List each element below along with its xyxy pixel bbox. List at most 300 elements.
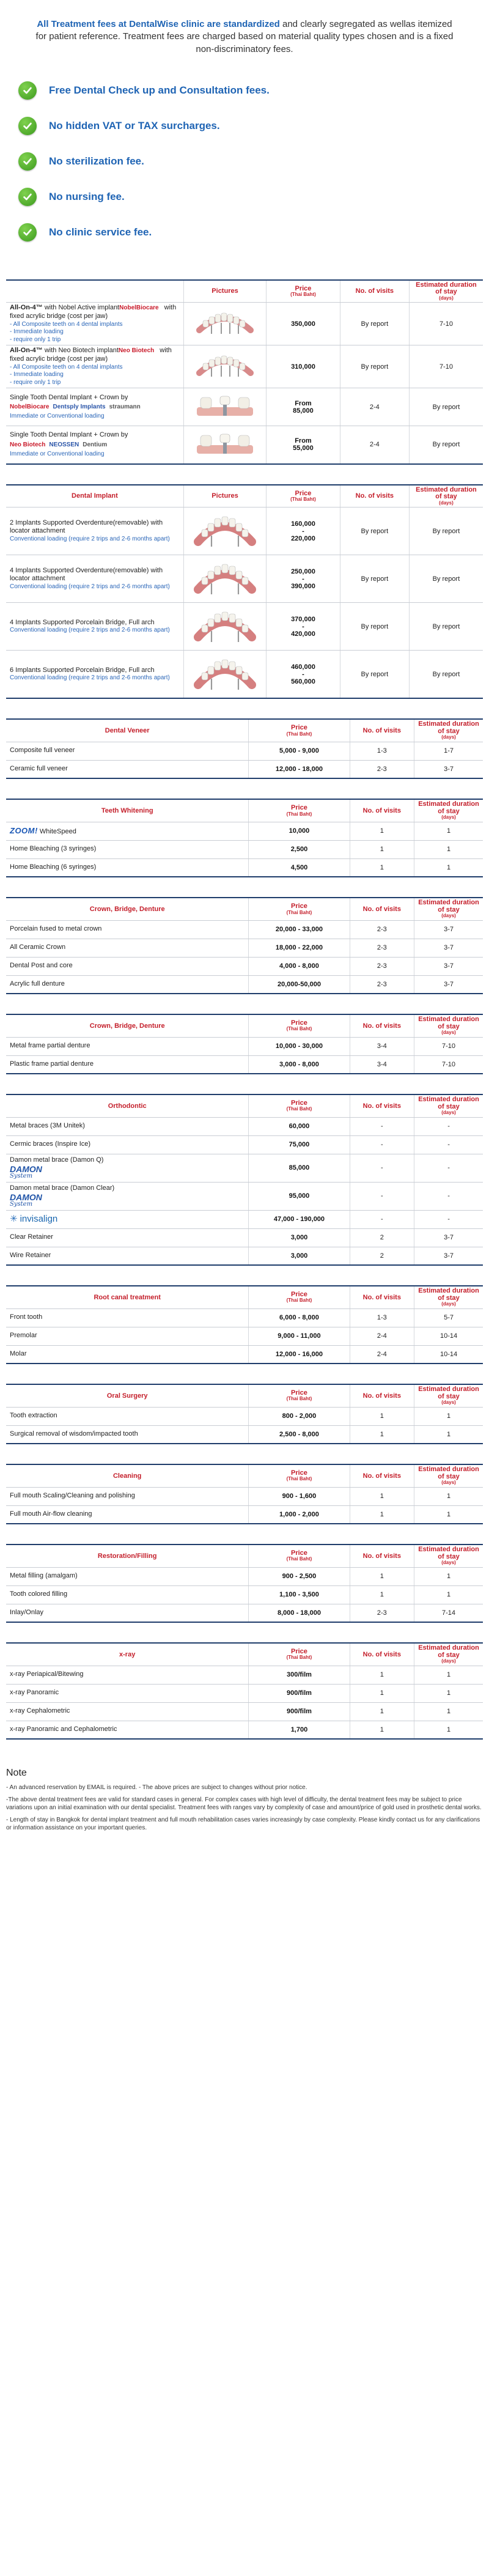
treatment-name: Molar (6, 1345, 249, 1364)
category-title: Teeth Whitening (6, 799, 249, 822)
loading-note: Conventional loading (require 2 trips and 2-6 months apart) (10, 583, 170, 591)
price-range (267, 651, 340, 699)
treatment-name: x-ray Panoramic (6, 1684, 249, 1702)
duration-value: 7-10 (409, 303, 483, 345)
duration-value: 1 (414, 822, 483, 840)
price-table (6, 1014, 483, 1074)
duration-value: - (414, 1210, 483, 1228)
check-circle-icon (18, 188, 37, 206)
visits-value: 2-3 (350, 939, 414, 957)
treatment-name: Plastic frame partial denture (6, 1055, 249, 1074)
duration-value: By report (409, 651, 483, 699)
price-table (6, 799, 483, 877)
duration-unit: (days) (439, 295, 454, 301)
price-value (267, 426, 340, 464)
table-header-row (6, 1094, 483, 1117)
visits-value: 2-3 (350, 975, 414, 994)
treatment-name: All Ceramic Crown (6, 939, 249, 957)
table-row (6, 555, 483, 603)
table-row (6, 1666, 483, 1684)
duration-value: - (414, 1154, 483, 1182)
treatment-description (6, 388, 183, 426)
price-separator: - (302, 575, 304, 583)
visits-header: No. of visits (350, 1544, 414, 1567)
treatment-name: Home Bleaching (6 syringes) (6, 858, 249, 877)
treatment-description (6, 651, 183, 699)
spacer (6, 1364, 483, 1384)
table-row (6, 651, 483, 699)
spacer (6, 1740, 483, 1759)
price-value: 75,000 (249, 1135, 350, 1154)
intro-paragraph (0, 0, 489, 56)
duration-value: 3-7 (414, 939, 483, 957)
treatment-name: x-ray Cephalometric (6, 1702, 249, 1721)
duration-header: Estimated duration of stay (days) (414, 898, 483, 920)
duration-value: 1 (414, 840, 483, 858)
duration-value: 3-7 (414, 1228, 483, 1247)
duration-header: Estimated duration of stay (days) (414, 1544, 483, 1567)
price-value: 10,000 (249, 822, 350, 840)
table-header-row (6, 799, 483, 822)
price-value: 18,000 - 22,000 (249, 939, 350, 957)
table-row (6, 920, 483, 939)
duration-unit: (days) (441, 1480, 456, 1486)
table-row (6, 1604, 483, 1622)
price-header: Price (Thai Baht) (249, 719, 350, 742)
price-header: Price (Thai Baht) (249, 1014, 350, 1037)
table-header-row (6, 1643, 483, 1666)
price-value: 9,000 - 11,000 (249, 1327, 350, 1345)
price-value: 4,000 - 8,000 (249, 957, 350, 975)
duration-value: 1 (414, 1666, 483, 1684)
table-header-row (6, 1014, 483, 1037)
benefit-item (18, 108, 489, 144)
implant-brand-logo: Neo Biotech (118, 347, 155, 355)
duration-header: Estimated duration of stay (days) (414, 719, 483, 742)
treatment-description (6, 555, 183, 603)
duration-value: 10-14 (414, 1327, 483, 1345)
duration-value: 1 (414, 1721, 483, 1739)
loading-note: Conventional loading (require 2 trips and 2-6 months apart) (10, 536, 170, 543)
duration-value: By report (409, 507, 483, 555)
duration-header: Estimated duration of stay (days) (409, 485, 483, 507)
price-value: 900/film (249, 1684, 350, 1702)
category-title (6, 280, 183, 303)
table-row (6, 345, 483, 388)
treatment-name: Ceramic full veneer (6, 760, 249, 778)
loading-note: Conventional loading (require 2 trips and 2-6 months apart) (10, 674, 170, 682)
spacer (6, 1074, 483, 1094)
price-value: 5,000 - 9,000 (249, 742, 350, 760)
duration-header: Estimated duration of stay (days) (414, 1643, 483, 1666)
treatment-title: Single Tooth Dental Implant + Crown by (10, 393, 128, 401)
duration-unit: (days) (441, 1658, 456, 1664)
visits-header: No. of visits (350, 1384, 414, 1407)
treatment-name: Wire Retainer (6, 1247, 249, 1265)
duration-unit: (days) (441, 1301, 456, 1307)
price-value: 60,000 (249, 1117, 350, 1135)
treatment-picture (183, 555, 266, 603)
price-value: 800 - 2,000 (249, 1407, 350, 1425)
price-unit: (Thai Baht) (286, 1106, 312, 1112)
duration-value: 7-10 (414, 1037, 483, 1055)
package-note: - All Composite teeth on 4 dental implants (10, 363, 123, 371)
duration-value: 7-10 (409, 345, 483, 388)
spacer (6, 779, 483, 799)
spacer (6, 1266, 483, 1285)
visits-header: No. of visits (350, 898, 414, 920)
visits-value: - (350, 1210, 414, 1228)
treatment-description (6, 603, 183, 651)
table-row (6, 1037, 483, 1055)
duration-header: Estimated duration of stay (days) (409, 280, 483, 303)
visits-header: No. of visits (350, 799, 414, 822)
price-unit: (Thai Baht) (286, 811, 312, 817)
table-row (6, 975, 483, 994)
price-from: 160,000 (291, 520, 315, 528)
visits-value: 2-4 (350, 1327, 414, 1345)
treatment-name: x-ray Periapical/Bitewing (6, 1666, 249, 1684)
price-range (267, 507, 340, 555)
treatment-description (6, 426, 183, 464)
visits-value: By report (340, 651, 409, 699)
treatment-name: Porcelain fused to metal crown (6, 920, 249, 939)
price-amount: 55,000 (293, 445, 314, 452)
price-unit: (Thai Baht) (286, 731, 312, 737)
visits-value: By report (340, 603, 409, 651)
duration-value: 10-14 (414, 1345, 483, 1364)
price-header: Price (Thai Baht) (249, 1544, 350, 1567)
price-value: 95,000 (249, 1182, 350, 1210)
visits-value: 2-3 (350, 957, 414, 975)
loading-note: Immediate or Conventional loading (10, 450, 105, 457)
treatment-picture (183, 603, 266, 651)
check-circle-icon (18, 152, 37, 171)
price-unit: (Thai Baht) (286, 1556, 312, 1562)
table-row (6, 822, 483, 840)
table-row (6, 1585, 483, 1604)
package-note: - require only 1 trip (10, 378, 61, 386)
price-tables (0, 279, 489, 1759)
visits-value: 1 (350, 1666, 414, 1684)
table-row (6, 507, 483, 555)
table-row (6, 1228, 483, 1247)
table-row (6, 1505, 483, 1524)
price-unit: (Thai Baht) (290, 496, 316, 503)
treatment-title: Damon metal brace (Damon Q) (10, 1156, 104, 1164)
package-name: All-On-4™ (10, 347, 43, 355)
treatment-name: ZOOM! WhiteSpeed (6, 822, 249, 840)
price-unit: (Thai Baht) (286, 1476, 312, 1482)
visits-header: No. of visits (350, 1094, 414, 1117)
treatment-name: Acrylic full denture (6, 975, 249, 994)
treatment-name (6, 1210, 249, 1228)
intro-highlight: All Treatment fees at DentalWise clinic are standardized (37, 19, 280, 29)
note-line: - An advanced reservation by EMAIL is required. - The above prices are subject to changes without prior notice. (6, 1784, 307, 1792)
duration-header: Estimated duration of stay (days) (414, 799, 483, 822)
visits-value: 1 (350, 1721, 414, 1739)
benefit-text: No nursing fee. (49, 190, 125, 202)
treatment-name: Inlay/Onlay (6, 1604, 249, 1622)
brand-logo: NobelBiocare (10, 404, 50, 411)
package-name: All-On-4™ (10, 304, 43, 312)
dental-implant-table (6, 484, 483, 699)
package-note: - require only 1 trip (10, 336, 61, 343)
visits-value: - (350, 1154, 414, 1182)
treatment-name: Metal filling (amalgam) (6, 1567, 249, 1585)
price-value: 900 - 1,600 (249, 1487, 350, 1505)
treatment-name: Dental Post and core (6, 957, 249, 975)
visits-value: 1 (350, 1567, 414, 1585)
visits-value: 2-4 (350, 1345, 414, 1364)
duration-value: 1 (414, 858, 483, 877)
duration-value: By report (409, 426, 483, 464)
price-header: Price (Thai Baht) (267, 485, 340, 507)
price-unit: (Thai Baht) (290, 292, 316, 298)
price-value: 900/film (249, 1702, 350, 1721)
table-row (6, 1327, 483, 1345)
treatment-title: 2 Implants Supported Overdenture(removable) with locator attachment (10, 519, 163, 535)
visits-value: 2-4 (340, 388, 409, 426)
treatment-title: Single Tooth Dental Implant + Crown by (10, 431, 128, 439)
duration-unit: (days) (441, 734, 456, 740)
price-value: 12,000 - 18,000 (249, 760, 350, 778)
price-header: Price (Thai Baht) (249, 799, 350, 822)
note-section (0, 1759, 489, 1848)
duration-value: 3-7 (414, 975, 483, 994)
treatment-title: 4 Implants Supported Porcelain Bridge, Full arch (10, 618, 155, 626)
price-value: 3,000 (249, 1247, 350, 1265)
visits-header: No. of visits (340, 280, 409, 303)
duration-value: 5-7 (414, 1308, 483, 1327)
table-row (6, 1182, 483, 1210)
duration-value: 1 (414, 1567, 483, 1585)
table-row (6, 1247, 483, 1265)
price-to: 560,000 (291, 677, 315, 685)
table-row (6, 840, 483, 858)
loading-note: Conventional loading (require 2 trips and 2-6 months apart) (10, 627, 170, 634)
visits-value: 1-3 (350, 742, 414, 760)
visits-value: 1 (350, 1684, 414, 1702)
price-value: 85,000 (249, 1154, 350, 1182)
duration-unit: (days) (441, 814, 456, 821)
price-prefix: From (295, 437, 312, 445)
table-header-row (6, 485, 483, 507)
visits-value: 3-4 (350, 1055, 414, 1074)
category-title: Crown, Bridge, Denture (6, 898, 249, 920)
table-header-row (6, 1544, 483, 1567)
price-unit: (Thai Baht) (286, 1297, 312, 1304)
table-row (6, 1425, 483, 1444)
visits-value: 3-4 (350, 1037, 414, 1055)
duration-value: 1 (414, 1505, 483, 1524)
price-value: 3,000 - 8,000 (249, 1055, 350, 1074)
duration-value: 1 (414, 1702, 483, 1721)
benefit-item (18, 144, 489, 179)
loading-note: Immediate or Conventional loading (10, 413, 105, 420)
visits-header: No. of visits (350, 719, 414, 742)
price-value: 310,000 (267, 345, 340, 388)
price-from: 460,000 (291, 663, 315, 671)
duration-unit: (days) (441, 1400, 456, 1406)
table-row (6, 939, 483, 957)
price-header: Price (Thai Baht) (267, 280, 340, 303)
price-separator: - (302, 622, 304, 630)
package-note: - Immediate loading (10, 371, 64, 378)
price-value: 47,000 - 190,000 (249, 1210, 350, 1228)
duration-header: Estimated duration of stay (days) (414, 1094, 483, 1117)
treatment-name (6, 1182, 249, 1210)
brand-logo: Dentium (83, 441, 108, 449)
price-unit: (Thai Baht) (286, 1655, 312, 1661)
table-row (6, 1308, 483, 1327)
duration-value: 3-7 (414, 1247, 483, 1265)
visits-value: 1 (350, 822, 414, 840)
note-line: - Length of stay in Bangkok for dental implant treatment and full mouth rehabilitation cases varies increasingly by case complexity. Please kindly contact us for any clarifications or information assistance on your important queries. (6, 1816, 480, 1832)
intro-text: and clearly segregated as wellas itemized for patient reference. Treatment fees are charged based on material quality types chosen and is a fixed non-discriminatory fees. (35, 19, 454, 54)
price-value: 2,500 - 8,000 (249, 1425, 350, 1444)
duration-value: By report (409, 603, 483, 651)
visits-value: 2-3 (350, 760, 414, 778)
table-row (6, 858, 483, 877)
visits-header: No. of visits (350, 1286, 414, 1308)
duration-value: 3-7 (414, 760, 483, 778)
table-row (6, 603, 483, 651)
treatment-picture (183, 388, 266, 426)
price-value: 3,000 (249, 1228, 350, 1247)
price-table (6, 718, 483, 779)
visits-value: - (350, 1135, 414, 1154)
price-amount: 85,000 (293, 407, 314, 415)
price-value: 20,000-50,000 (249, 975, 350, 994)
price-value: 1,000 - 2,000 (249, 1505, 350, 1524)
table-header-row (6, 1464, 483, 1487)
treatment-title: 4 Implants Supported Overdenture(removable) with locator attachment (10, 566, 163, 583)
treatment-picture (183, 303, 266, 345)
treatment-name: Premolar (6, 1327, 249, 1345)
spacer (6, 1444, 483, 1464)
table-row (6, 1210, 483, 1228)
treatment-title: 6 Implants Supported Porcelain Bridge, Full arch (10, 666, 155, 674)
visits-value: 1 (350, 1702, 414, 1721)
damon-logo: DAMON System (10, 1193, 244, 1208)
visits-value: - (350, 1182, 414, 1210)
duration-value: 1-7 (414, 742, 483, 760)
price-value: 10,000 - 30,000 (249, 1037, 350, 1055)
visits-header: No. of visits (350, 1464, 414, 1487)
package-note: - Immediate loading (10, 328, 64, 336)
visits-value: 2 (350, 1228, 414, 1247)
table-row (6, 957, 483, 975)
treatment-name: Composite full veneer (6, 742, 249, 760)
damon-logo: DAMON System (10, 1165, 244, 1179)
price-to: 390,000 (291, 582, 315, 590)
benefit-text: No clinic service fee. (49, 226, 152, 238)
treatment-description: All-On-4™ with Nobel Active implantNobelBiocare with fixed acrylic bridge (cost per jaw) - All Composite teeth on 4 dental implants - Immediate loading - require only 1 trip (6, 303, 183, 345)
price-header: Price (Thai Baht) (249, 1464, 350, 1487)
price-value (267, 388, 340, 426)
treatment-picture (183, 345, 266, 388)
duration-header: Estimated duration of stay (days) (414, 1464, 483, 1487)
price-from: 250,000 (291, 567, 315, 575)
price-value: 20,000 - 33,000 (249, 920, 350, 939)
table-row (6, 303, 483, 345)
table-row (6, 426, 483, 464)
price-table (6, 1464, 483, 1524)
spacer (6, 465, 483, 484)
visits-value: 1 (350, 840, 414, 858)
duration-value: 1 (414, 1425, 483, 1444)
price-value: 6,000 - 8,000 (249, 1308, 350, 1327)
duration-value: - (414, 1135, 483, 1154)
price-header: Price (Thai Baht) (249, 1286, 350, 1308)
note-title: Note (6, 1768, 27, 1779)
table-row (6, 1721, 483, 1739)
benefit-text: No hidden VAT or TAX surcharges. (49, 119, 220, 131)
duration-value: 1 (414, 1684, 483, 1702)
check-circle-icon (18, 117, 37, 135)
brand-logo: straumann (109, 404, 141, 411)
duration-header: Estimated duration of stay (days) (414, 1286, 483, 1308)
treatment-name: x-ray Panoramic and Cephalometric (6, 1721, 249, 1739)
treatment-name: Surgical removal of wisdom/impacted tooth (6, 1425, 249, 1444)
spacer (6, 1524, 483, 1544)
invisalign-star-icon: ✳ (10, 1213, 18, 1224)
table-row (6, 1055, 483, 1074)
table-header-row (6, 1384, 483, 1407)
duration-value: 1 (414, 1585, 483, 1604)
duration-header: Estimated duration of stay (days) (414, 1384, 483, 1407)
price-header: Price (Thai Baht) (249, 1094, 350, 1117)
duration-unit: (days) (441, 1030, 456, 1036)
treatment-description (6, 507, 183, 555)
pictures-header: Pictures (183, 280, 266, 303)
treatment-name: Full mouth Air-flow cleaning (6, 1505, 249, 1524)
treatment-name: Tooth extraction (6, 1407, 249, 1425)
visits-value: By report (340, 555, 409, 603)
table-header-row (6, 1286, 483, 1308)
category-title: Crown, Bridge, Denture (6, 1014, 249, 1037)
treatment-name: Clear Retainer (6, 1228, 249, 1247)
spacer (6, 699, 483, 718)
table-row (6, 1345, 483, 1364)
visits-value: 1 (350, 858, 414, 877)
visits-value: 1 (350, 1505, 414, 1524)
benefit-item (18, 215, 489, 250)
check-circle-icon (18, 223, 37, 242)
treatment-name: Tooth colored filling (6, 1585, 249, 1604)
damon-logo-sub: System (10, 1201, 33, 1208)
treatment-name: Home Bleaching (3 syringes) (6, 840, 249, 858)
price-value: 8,000 - 18,000 (249, 1604, 350, 1622)
price-unit: (Thai Baht) (286, 1396, 312, 1402)
category-title: Root canal treatment (6, 1286, 249, 1308)
category-title: Dental Veneer (6, 719, 249, 742)
duration-value: By report (409, 388, 483, 426)
duration-value: 1 (414, 1487, 483, 1505)
table-row (6, 1154, 483, 1182)
category-title: x-ray (6, 1643, 249, 1666)
price-table (6, 1094, 483, 1266)
damon-logo-sub: System (10, 1173, 33, 1180)
price-separator: - (302, 670, 304, 678)
table-header-row (6, 719, 483, 742)
note-line: -The above dental treatment fees are valid for standard cases in general. For complex cases with high level of difficulty, the dental treatment fees may be subject to price variations upon an initial examination with our dental specialist. Treatment fees with ranges vary by complexity of case and amount/price of gold used in prosthetic dental works. (6, 1796, 482, 1812)
visits-value: By report (340, 345, 409, 388)
duration-unit: (days) (439, 500, 454, 506)
duration-unit: (days) (441, 1110, 456, 1116)
price-value: 300/film (249, 1666, 350, 1684)
